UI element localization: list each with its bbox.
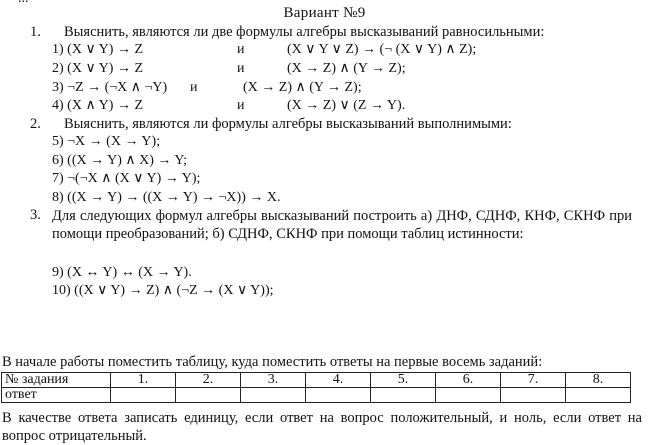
- question-number: 2.: [30, 116, 41, 132]
- formula-4-left: 4) (X ∧ Y) → Z: [52, 98, 143, 113]
- table-row-header: ответ: [2, 388, 111, 403]
- answer-cell: [436, 388, 501, 403]
- answer-cell: [501, 388, 566, 403]
- page-title: Вариант №9: [283, 5, 366, 21]
- answer-cell: [176, 388, 241, 403]
- formula-9: 9) (X ↔ Y) ↔ (X → Y).: [52, 265, 192, 280]
- formula-3-left: 3) ¬Z → (¬X ∧ ¬Y): [52, 80, 168, 95]
- answer-cell: [566, 388, 631, 403]
- question-2: [22, 116, 512, 133]
- answer-cell: [306, 388, 371, 403]
- formula-1-right: (X ∨ Y ∨ Z) → (¬ (X ∨ Y) ∧ Z);: [287, 42, 477, 57]
- answers-table: [1, 372, 631, 403]
- table-row-header: № задания: [2, 373, 111, 388]
- answer-cell: [371, 388, 436, 403]
- formula-5: 5) ¬X → (X → Y);: [52, 134, 161, 149]
- table-col-header: 7.: [501, 373, 566, 388]
- formula-3-right: (X → Z) ∧ (Y → Z);: [243, 80, 362, 95]
- question-text: Выяснить, являются ли две формулы алгебры высказываний равносильными:: [64, 24, 545, 40]
- formula-4-right: (X → Z) ∨ (Z → Y).: [287, 98, 406, 113]
- conjunction-and: и: [237, 98, 245, 113]
- table-intro: В начале работы поместить таблицу, куда поместить ответы на первые восемь заданий:: [2, 354, 543, 370]
- table-col-header: 1.: [111, 373, 176, 388]
- question-3-number: 3.: [30, 207, 41, 223]
- table-col-header: 4.: [306, 373, 371, 388]
- answer-cell: [241, 388, 306, 403]
- table-col-header: 3.: [241, 373, 306, 388]
- table-row: [2, 388, 631, 403]
- formula-6: 6) ((X → Y) ∧ X) → Y;: [52, 153, 188, 168]
- formula-1-left: 1) (X ∨ Y) → Z: [52, 42, 143, 57]
- table-col-header: 2.: [176, 373, 241, 388]
- table-col-header: 5.: [371, 373, 436, 388]
- formula-7: 7) ¬(¬X ∧ (X ∨ Y) → Y);: [52, 171, 201, 186]
- formula-8: 8) ((X → Y) → ((X → Y) → ¬X)) → X.: [52, 190, 281, 205]
- question-number: 1.: [30, 24, 41, 40]
- answer-cell: [111, 388, 176, 403]
- formula-2-right: (X → Z) ∧ (Y → Z);: [287, 61, 406, 76]
- question-3-text: Для следующих формул алгебры высказываний построить а) ДНФ, СДНФ, КНФ, СКНФ при помощи преобразований; б) СДНФ, СКНФ при помощи таблиц истинности:: [52, 208, 632, 242]
- conjunction-and: и: [237, 42, 245, 57]
- table-col-header: 6.: [436, 373, 501, 388]
- table-col-header: 8.: [566, 373, 631, 388]
- formula-10: 10) ((X ∨ Y) → Z) ∧ (¬Z → (X ∨ Y));: [52, 283, 274, 298]
- question-1: [22, 24, 544, 41]
- cut-off-top-text: [18, 0, 218, 4]
- conjunction-and: и: [190, 80, 198, 95]
- table-row: [2, 373, 631, 388]
- question-text: Выяснить, являются ли формулы алгебры высказываний выполнимыми:: [64, 116, 512, 132]
- conjunction-and: и: [237, 61, 245, 76]
- footer-note: В качестве ответа записать единицу, если ответ на вопрос положительный, и ноль, если ответ на вопрос отрицательный.: [2, 410, 642, 444]
- formula-2-left: 2) (X ∨ Y) → Z: [52, 61, 143, 76]
